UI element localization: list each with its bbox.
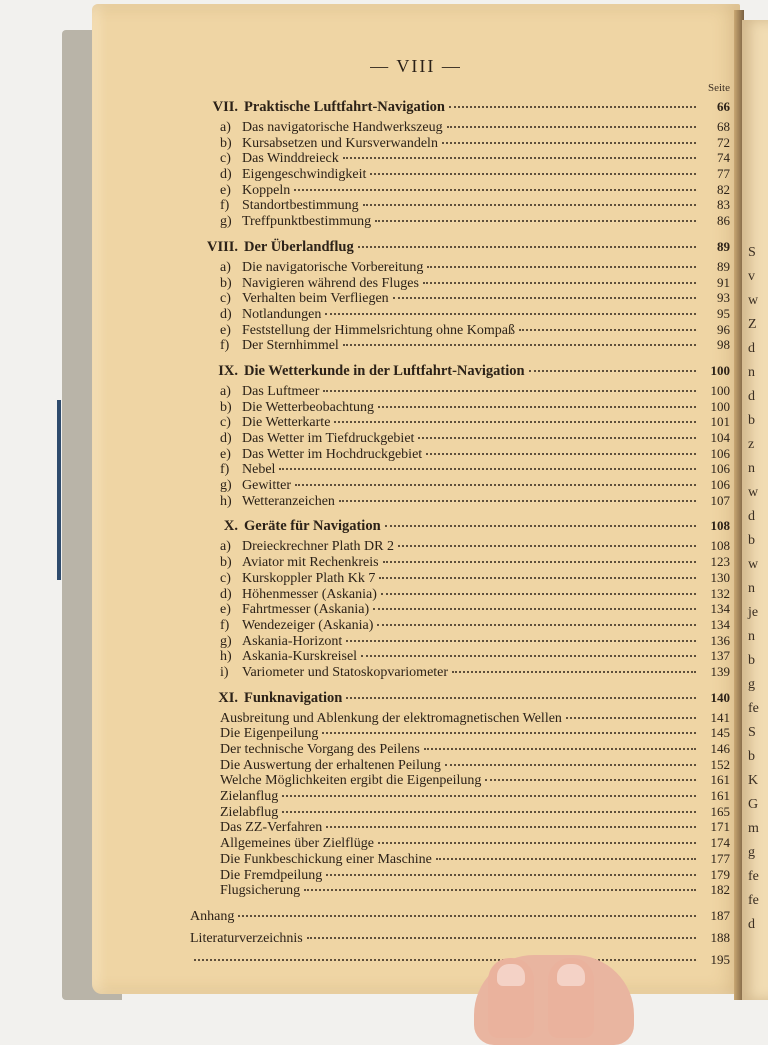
dot-leader xyxy=(445,764,696,766)
facing-page-text-fragment: z xyxy=(748,437,755,452)
toc-entry xyxy=(190,617,730,633)
dot-leader xyxy=(326,826,696,828)
toc-entry xyxy=(190,119,730,135)
toc-section xyxy=(190,518,730,679)
dot-leader xyxy=(378,842,696,844)
page-number: 77 xyxy=(717,166,730,182)
dot-leader xyxy=(343,157,696,159)
page-number: 195 xyxy=(710,951,730,967)
toc-entry xyxy=(190,554,730,570)
toc-entry xyxy=(190,322,730,338)
page-number: 188 xyxy=(710,929,730,945)
book-page xyxy=(92,4,740,994)
dot-leader xyxy=(323,390,696,392)
toc-entry xyxy=(190,213,730,229)
item-marker: a) xyxy=(220,120,231,135)
dot-leader xyxy=(398,545,696,547)
toc-entry xyxy=(190,648,730,664)
item-title: Die Wetterbeobachtung xyxy=(242,399,374,415)
facing-page-text-fragment: b xyxy=(748,413,755,428)
item-title: Das navigatorische Handwerkszeug xyxy=(242,120,443,135)
item-title: Das ZZ-Verfahren xyxy=(220,820,323,836)
page-number: 106 xyxy=(710,477,730,493)
facing-page-text-fragment: g xyxy=(748,845,755,860)
page-number: 100 xyxy=(710,398,730,414)
facing-page-text-fragment: d xyxy=(748,389,755,404)
item-title: Askania-Horizont xyxy=(242,633,343,649)
section-numeral: IX. xyxy=(218,362,238,379)
dot-leader xyxy=(358,246,696,248)
item-title: Zielanflug xyxy=(220,789,279,805)
toc-entry xyxy=(190,166,730,182)
item-marker: i) xyxy=(220,664,229,680)
toc-entry xyxy=(190,570,730,586)
page-number: 171 xyxy=(710,819,730,835)
finger xyxy=(488,958,534,1038)
dot-leader xyxy=(326,874,696,876)
section-numeral: VIII. xyxy=(206,238,238,255)
toc-entry xyxy=(190,851,730,867)
table-of-contents xyxy=(190,99,730,974)
dot-leader xyxy=(377,624,696,626)
item-marker: c) xyxy=(220,570,231,586)
item-title: Eigengeschwindigkeit xyxy=(242,167,367,183)
facing-page-text-fragment: K xyxy=(748,773,759,788)
dot-leader xyxy=(385,525,696,527)
page-number: 95 xyxy=(717,305,730,321)
dot-leader xyxy=(383,561,696,563)
toc-entry xyxy=(190,182,730,198)
item-marker: d) xyxy=(220,306,232,322)
toc-section xyxy=(190,690,730,898)
page-number: 137 xyxy=(710,648,730,664)
item-marker: c) xyxy=(220,151,231,167)
seite-column-label: Seite xyxy=(708,82,730,94)
toc-entry xyxy=(190,383,730,399)
item-marker: d) xyxy=(220,431,232,446)
toc-entry xyxy=(190,586,730,602)
item-marker: c) xyxy=(220,291,231,307)
section-heading xyxy=(190,690,730,710)
facing-page-text-fragment: n xyxy=(748,365,755,380)
dot-leader xyxy=(418,437,696,439)
page-number: 134 xyxy=(710,601,730,617)
item-title: Verhalten beim Verfliegen xyxy=(242,291,389,307)
item-marker: e) xyxy=(220,322,231,338)
appendix-title: Anhang xyxy=(190,908,235,924)
item-marker: b) xyxy=(220,275,232,291)
page-number: 141 xyxy=(710,709,730,725)
facing-page-text-fragment: v xyxy=(748,269,755,284)
dot-leader xyxy=(282,811,696,813)
toc-section xyxy=(190,239,730,353)
dot-leader xyxy=(442,142,696,144)
item-title: Das Wetter im Tiefdruckgebiet xyxy=(242,431,415,446)
appendix-entry xyxy=(190,952,730,974)
facing-page-text-fragment: b xyxy=(748,653,755,668)
page-number: 108 xyxy=(710,538,730,554)
dot-leader xyxy=(370,173,696,175)
page-number: 132 xyxy=(710,585,730,601)
dot-leader xyxy=(343,344,696,346)
item-title: Allgemeines über Zielflüge xyxy=(220,836,374,852)
section-heading xyxy=(190,99,730,119)
page-number: 93 xyxy=(717,290,730,306)
item-marker: f) xyxy=(220,338,230,354)
page-number: 177 xyxy=(710,850,730,866)
facing-page-text-fragment: n xyxy=(748,581,755,596)
facing-page-text-fragment: S xyxy=(748,725,756,740)
toc-entry xyxy=(190,882,730,898)
section-title: Geräte für Navigation xyxy=(244,518,381,535)
dot-leader xyxy=(379,577,696,579)
page-number: 108 xyxy=(710,518,730,534)
page-number: 91 xyxy=(717,274,730,290)
toc-entry xyxy=(190,337,730,353)
item-marker: g) xyxy=(220,478,232,494)
item-title: Fahrtmesser (Askania) xyxy=(242,602,370,618)
item-title: Die navigatorische Vorbereitung xyxy=(242,259,424,275)
facing-page-text-fragment: w xyxy=(748,557,759,572)
appendix-entry xyxy=(190,908,730,930)
section-numeral: XI. xyxy=(218,689,238,706)
toc-section xyxy=(190,363,730,509)
spine-band xyxy=(57,400,61,580)
dot-leader xyxy=(375,220,696,222)
dot-leader xyxy=(452,671,696,673)
item-marker: f) xyxy=(220,198,230,214)
toc-entry xyxy=(190,135,730,151)
page-number: 146 xyxy=(710,741,730,756)
facing-page-text-fragment: Z xyxy=(748,317,757,332)
dot-leader xyxy=(393,297,696,299)
item-title: Treffpunktbestimmung xyxy=(242,214,372,230)
facing-page-text-fragment: m xyxy=(748,821,759,836)
item-marker: g) xyxy=(220,214,232,230)
dot-leader xyxy=(529,370,696,372)
item-marker: d) xyxy=(220,586,232,602)
item-title: Aviator mit Rechenkreis xyxy=(242,555,379,571)
item-marker: b) xyxy=(220,555,232,571)
item-marker: a) xyxy=(220,259,231,275)
dot-leader xyxy=(346,640,696,642)
section-heading xyxy=(190,239,730,259)
toc-entry xyxy=(190,414,730,430)
section-title: Funknavigation xyxy=(244,689,343,706)
item-title: Das Winddreieck xyxy=(242,151,339,167)
item-title: Zielabflug xyxy=(220,804,279,820)
item-title: Variometer und Statoskopvariometer xyxy=(242,664,449,680)
toc-entry xyxy=(190,399,730,415)
page-number: 66 xyxy=(717,99,730,114)
item-marker: h) xyxy=(220,649,232,665)
item-title: Gewitter xyxy=(242,478,291,494)
page-number: 83 xyxy=(717,197,730,213)
dot-leader xyxy=(295,484,696,486)
item-marker: h) xyxy=(220,493,232,509)
item-title: Die Auswertung der erhaltenen Peilung xyxy=(220,757,441,773)
dot-leader xyxy=(339,500,696,502)
toc-entry xyxy=(190,601,730,617)
toc-entry xyxy=(190,725,730,741)
page-number: 101 xyxy=(710,414,730,430)
page-number: 136 xyxy=(710,632,730,648)
page-number: 106 xyxy=(710,445,730,461)
item-marker: g) xyxy=(220,633,232,649)
dot-leader xyxy=(373,608,696,610)
page-number: 106 xyxy=(710,461,730,477)
dot-leader xyxy=(363,204,696,206)
dot-leader xyxy=(322,732,696,734)
item-title: Welche Möglichkeiten ergibt die Eigenpeilung xyxy=(220,773,482,789)
facing-page-text-fragment: je xyxy=(748,605,759,620)
section-heading xyxy=(190,518,730,538)
toc-entry xyxy=(190,275,730,291)
page-number-header: — VIII — xyxy=(370,56,462,76)
page-number: 187 xyxy=(710,907,730,923)
dot-leader xyxy=(282,795,696,797)
toc-entry xyxy=(190,493,730,509)
dot-leader xyxy=(279,468,696,470)
toc-entry xyxy=(190,430,730,446)
page-number: 89 xyxy=(717,238,730,254)
facing-page-text-fragment: g xyxy=(748,677,755,692)
dot-leader xyxy=(426,453,696,455)
item-title: Ausbreitung und Ablenkung der elektromagnetischen Wellen xyxy=(220,710,562,726)
dot-leader xyxy=(294,189,696,191)
item-title: Kurskoppler Plath Kk 7 xyxy=(242,570,376,586)
page-number: 104 xyxy=(710,430,730,445)
item-marker: a) xyxy=(220,539,231,555)
toc-section xyxy=(190,99,730,229)
item-marker: f) xyxy=(220,617,230,633)
facing-page-text-fragment: d xyxy=(748,341,755,356)
toc-entry xyxy=(190,290,730,306)
item-marker: b) xyxy=(220,135,232,151)
facing-page-text-fragment: d xyxy=(748,917,755,932)
item-title: Flugsicherung xyxy=(220,883,301,899)
item-title: Wetteranzeichen xyxy=(242,493,335,509)
item-title: Höhenmesser (Askania) xyxy=(242,586,377,602)
item-title: Kursabsetzen und Kursverwandeln xyxy=(242,135,438,151)
toc-entry xyxy=(190,477,730,493)
item-marker: e) xyxy=(220,602,231,618)
toc-entry xyxy=(190,710,730,726)
facing-page-text-fragment: w xyxy=(748,293,759,308)
appendix-entry xyxy=(190,930,730,952)
dot-leader xyxy=(378,406,696,408)
facing-page-text-fragment: w xyxy=(748,485,759,500)
toc-entry xyxy=(190,867,730,883)
item-marker: b) xyxy=(220,399,232,415)
item-title: Der technische Vorgang des Peilens xyxy=(220,742,420,757)
item-marker: e) xyxy=(220,446,231,462)
toc-entry xyxy=(190,197,730,213)
item-marker: e) xyxy=(220,182,231,198)
item-title: Die Eigenpeilung xyxy=(220,726,319,742)
item-title: Das Wetter im Hochdruckgebiet xyxy=(242,446,423,462)
page-number: 174 xyxy=(710,835,730,851)
page-number: 86 xyxy=(717,213,730,229)
item-title: Das Luftmeer xyxy=(242,383,320,399)
item-title: Feststellung der Himmelsrichtung ohne Kompaß xyxy=(242,322,515,338)
appendix-title: Literaturverzeichnis xyxy=(190,930,303,946)
dot-leader xyxy=(436,858,696,860)
toc-entry xyxy=(190,538,730,554)
facing-page-text-fragment: d xyxy=(748,509,755,524)
page-number: 140 xyxy=(710,689,730,705)
item-title: Standortbestimmung xyxy=(242,198,359,214)
toc-entry xyxy=(190,788,730,804)
page-number: 72 xyxy=(717,134,730,150)
dot-leader xyxy=(485,779,696,781)
page-number: 74 xyxy=(717,150,730,166)
facing-page-text-fragment: n xyxy=(748,461,755,476)
item-title: Nebel xyxy=(242,462,276,478)
toc-entry xyxy=(190,446,730,462)
facing-page-text-fragment: b xyxy=(748,749,755,764)
facing-page-text-fragment: G xyxy=(748,797,759,812)
facing-page-text-fragment: fe xyxy=(748,893,759,908)
page-number: 134 xyxy=(710,616,730,632)
page-number: 165 xyxy=(710,803,730,819)
facing-page-text-fragment: fe xyxy=(748,701,759,716)
fingernail xyxy=(497,964,525,986)
toc-entry xyxy=(190,664,730,680)
page-number: 179 xyxy=(710,866,730,882)
item-title: Die Wetterkarte xyxy=(242,415,331,431)
page-number: 152 xyxy=(710,756,730,772)
dot-leader xyxy=(447,126,696,128)
section-numeral: X. xyxy=(223,518,238,535)
page-number: 145 xyxy=(710,725,730,741)
page-number: 161 xyxy=(710,788,730,804)
item-marker: a) xyxy=(220,383,231,399)
facing-page-text-fragment: n xyxy=(748,629,755,644)
page-number: 130 xyxy=(710,569,730,585)
item-title: Wendezeiger (Askania) xyxy=(242,617,374,633)
section-title: Die Wetterkunde in der Luftfahrt-Navigation xyxy=(244,362,525,379)
dot-leader xyxy=(346,697,696,699)
item-title: Die Funkbeschickung einer Maschine xyxy=(220,851,432,867)
dot-leader xyxy=(307,937,696,939)
toc-entry xyxy=(190,461,730,477)
toc-entry xyxy=(190,819,730,835)
dot-leader xyxy=(449,106,696,108)
dot-leader xyxy=(304,889,696,891)
item-title: Die Fremdpeilung xyxy=(220,867,323,883)
dot-leader xyxy=(361,655,696,657)
page-number: 82 xyxy=(717,181,730,197)
facing-page-text-fragment: b xyxy=(748,533,755,548)
page-number: 98 xyxy=(717,337,730,353)
dot-leader xyxy=(194,959,696,961)
dot-leader xyxy=(334,421,696,423)
section-title: Praktische Luftfahrt-Navigation xyxy=(244,99,445,115)
item-title: Notlandungen xyxy=(242,306,322,322)
page-number: 139 xyxy=(710,663,730,679)
dot-leader xyxy=(424,748,696,750)
toc-entry xyxy=(190,741,730,757)
toc-entry xyxy=(190,772,730,788)
section-title: Der Überlandflug xyxy=(244,238,354,255)
section-heading xyxy=(190,363,730,383)
dot-leader xyxy=(238,915,696,917)
toc-entry xyxy=(190,259,730,275)
dot-leader xyxy=(325,313,696,315)
dot-leader xyxy=(381,593,696,595)
facing-page-edge xyxy=(742,20,768,1000)
item-marker: d) xyxy=(220,167,232,183)
item-marker: c) xyxy=(220,415,231,431)
dot-leader xyxy=(566,717,696,719)
toc-entry xyxy=(190,757,730,773)
toc-entry xyxy=(190,835,730,851)
page-number: 89 xyxy=(717,258,730,274)
page-number: 123 xyxy=(710,554,730,570)
item-title: Der Sternhimmel xyxy=(242,338,339,354)
page-number: 182 xyxy=(710,882,730,898)
section-numeral: VII. xyxy=(212,99,238,115)
toc-entry xyxy=(190,633,730,649)
page-number: 107 xyxy=(710,492,730,508)
item-title: Navigieren während des Fluges xyxy=(242,275,419,291)
finger xyxy=(548,958,594,1038)
facing-page-text-fragment: fe xyxy=(748,869,759,884)
page-number: 100 xyxy=(710,362,730,378)
facing-page-text-fragment: S xyxy=(748,245,756,260)
dot-leader xyxy=(519,329,696,331)
appendix-block xyxy=(190,908,730,974)
item-marker: f) xyxy=(220,462,230,478)
item-title: Askania-Kurskreisel xyxy=(242,649,358,665)
item-title: Dreieckrechner Plath DR 2 xyxy=(242,539,394,555)
dot-leader xyxy=(427,266,696,268)
toc-entry xyxy=(190,306,730,322)
page-number: 68 xyxy=(717,119,730,134)
dot-leader xyxy=(423,282,696,284)
toc-entry xyxy=(190,150,730,166)
toc-entry xyxy=(190,804,730,820)
page-number: 100 xyxy=(710,382,730,398)
fingernail xyxy=(557,964,585,986)
item-title: Koppeln xyxy=(242,182,291,198)
page-number: 161 xyxy=(710,772,730,788)
page-number: 96 xyxy=(717,321,730,337)
